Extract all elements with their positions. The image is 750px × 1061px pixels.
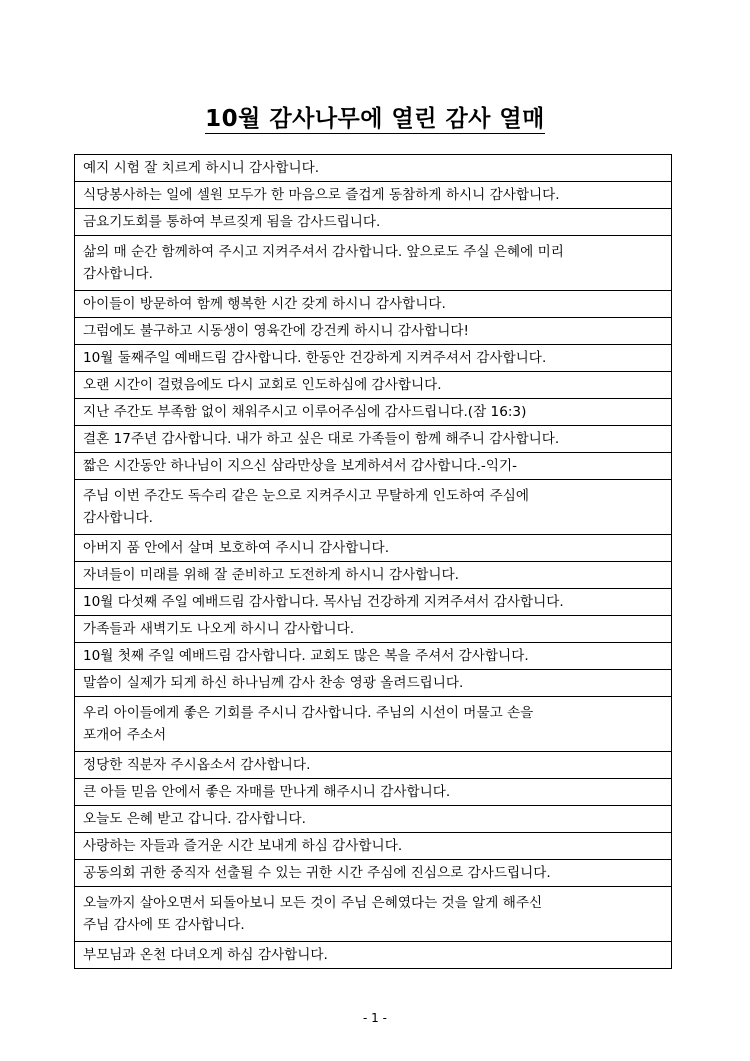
gratitude-row: [75, 453, 671, 480]
gratitude-text: 지난 주간도 부족함 없이 채워주시고 이루어주심에 감사드립니다.(잠 16:3): [83, 404, 527, 420]
gratitude-text: 말씀이 실제가 되게 하신 하나님께 감사 찬송 영광 올려드립니다.: [83, 675, 464, 691]
gratitude-row: [75, 860, 671, 887]
gratitude-row: [75, 345, 671, 372]
gratitude-row: [75, 535, 671, 562]
gratitude-row: [75, 480, 671, 535]
gratitude-row: [75, 589, 671, 616]
page-number: - 1 -: [363, 1011, 387, 1025]
gratitude-text: 그럼에도 불구하고 시동생이 영육간에 강건케 하시니 감사합니다!: [83, 323, 469, 339]
gratitude-row: [75, 291, 671, 318]
gratitude-text: 삶의 매 순간 함께하여 주시고 지켜주셔서 감사합니다. 앞으로도 주실 은혜에 미리 감사합니다.: [83, 244, 564, 282]
gratitude-row: [75, 887, 671, 942]
page-title-text: 10월 감사나무에 열린 감사 열매: [205, 106, 545, 132]
gratitude-text: 아이들이 방문하여 함께 행복한 시간 갖게 하시니 감사합니다.: [83, 296, 446, 312]
gratitude-text: 아버지 품 안에서 살며 보호하여 주시니 감사합니다.: [83, 540, 390, 556]
gratitude-text: 예지 시험 잘 치르게 하시니 감사합니다.: [83, 160, 320, 176]
gratitude-text: 결혼 17주년 감사합니다. 내가 하고 싶은 대로 가족들이 함께 해주니 감사합니다.: [83, 431, 560, 447]
gratitude-row: [75, 562, 671, 589]
gratitude-row: [75, 236, 671, 291]
gratitude-text: 부모님과 온천 다녀오게 하심 감사합니다.: [83, 947, 328, 963]
gratitude-text: 10월 첫째 주일 예배드림 감사합니다. 교회도 많은 복을 주셔서 감사합니다.: [83, 648, 529, 664]
gratitude-row: [75, 426, 671, 453]
gratitude-row: [75, 318, 671, 345]
gratitude-text: 오늘까지 살아오면서 되돌아보니 모든 것이 주님 은혜였다는 것을 알게 해주신 주님 감사에 또 감사합니다.: [83, 895, 543, 933]
gratitude-row: [75, 372, 671, 399]
gratitude-text: 가족들과 새벽기도 나오게 하시니 감사합니다.: [83, 621, 355, 637]
gratitude-row: [75, 616, 671, 643]
gratitude-row: [75, 643, 671, 670]
gratitude-text: 식당봉사하는 일에 셀원 모두가 한 마음으로 즐겁게 동참하게 하시니 감사합니다.: [83, 187, 560, 203]
gratitude-table: [74, 154, 672, 969]
gratitude-row: [75, 670, 671, 697]
gratitude-text: 오랜 시간이 걸렸음에도 다시 교회로 인도하심에 감사합니다.: [83, 377, 442, 393]
gratitude-text: 10월 둘째주일 예배드림 감사합니다. 한동안 건강하게 지켜주셔서 감사합니다.: [83, 350, 547, 366]
gratitude-row: [75, 833, 671, 860]
gratitude-text: 자녀들이 미래를 위해 잘 준비하고 도전하게 하시니 감사합니다.: [83, 567, 459, 583]
gratitude-row: [75, 806, 671, 833]
gratitude-text: 큰 아들 믿음 안에서 좋은 자매를 만나게 해주시니 감사합니다.: [83, 784, 451, 800]
gratitude-text: 오늘도 은혜 받고 갑니다. 감사합니다.: [83, 811, 306, 827]
gratitude-row: [75, 697, 671, 752]
gratitude-row: [75, 182, 671, 209]
gratitude-row: [75, 209, 671, 236]
gratitude-text: 공동의회 귀한 중직자 선출될 수 있는 귀한 시간 주심에 진심으로 감사드립니다.: [83, 865, 551, 881]
gratitude-row: [75, 779, 671, 806]
gratitude-row: [75, 399, 671, 426]
gratitude-text: 10월 다섯째 주일 예배드림 감사합니다. 목사님 건강하게 지켜주셔서 감사합니다.: [83, 594, 564, 610]
gratitude-row: [75, 942, 671, 969]
gratitude-text: 우리 아이들에게 좋은 기회를 주시니 감사합니다. 주님의 시선이 머물고 손을 포개어 주소서: [83, 705, 534, 743]
gratitude-text: 사랑하는 자들과 즐거운 시간 보내게 하심 감사합니다.: [83, 838, 403, 854]
gratitude-text: 정당한 직분자 주시옵소서 감사합니다.: [83, 757, 311, 773]
gratitude-text: 금요기도회를 통하여 부르짖게 됨을 감사드립니다.: [83, 214, 381, 230]
gratitude-row: [75, 752, 671, 779]
page-title: [0, 104, 750, 134]
gratitude-row: [75, 155, 671, 182]
gratitude-text: 주님 이번 주간도 독수리 같은 눈으로 지켜주시고 무탈하게 인도하여 주심에 감사합니다.: [83, 488, 529, 526]
gratitude-text: 짧은 시간동안 하나님이 지으신 삼라만상을 보게하셔서 감사합니다.-익기-: [83, 458, 518, 474]
